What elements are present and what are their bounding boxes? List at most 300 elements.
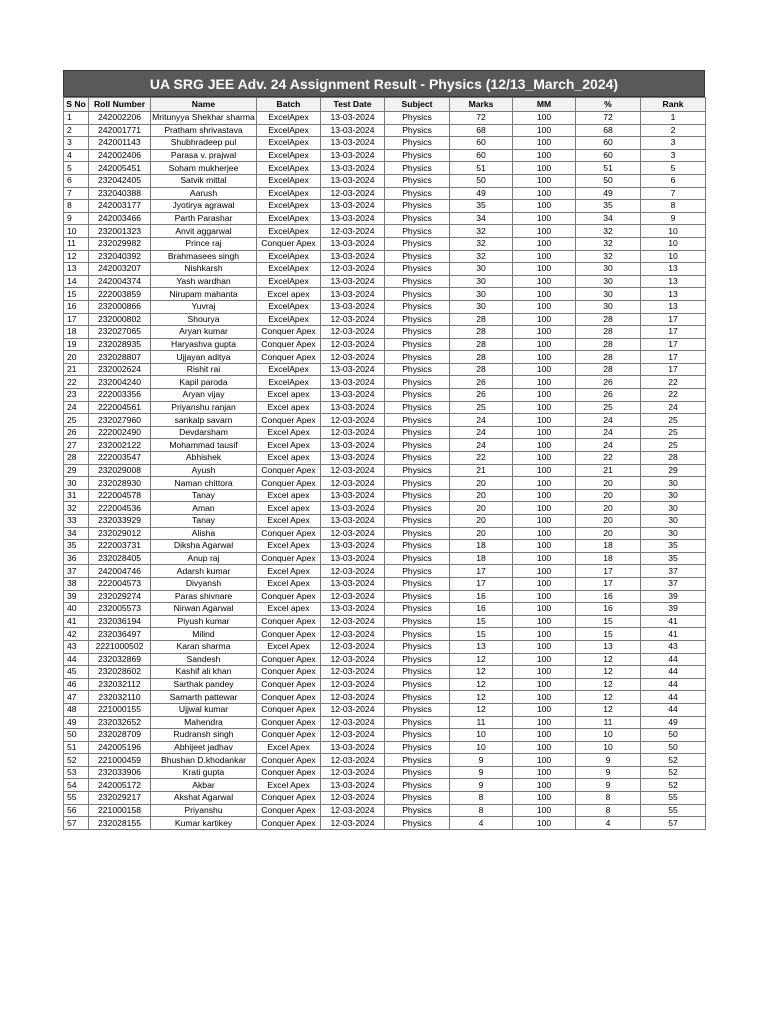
cell-subject: Physics [385,124,450,137]
cell-roll-number: 232028930 [89,477,151,490]
cell-batch: Conquer Apex [257,615,321,628]
cell-rank: 55 [641,792,706,805]
cell-subject: Physics [385,527,450,540]
cell-subject: Physics [385,263,450,276]
cell-percent: 20 [576,502,641,515]
cell-sno: 34 [64,527,89,540]
cell-roll-number: 242001771 [89,124,151,137]
cell-mm: 100 [513,615,576,628]
cell-test-date: 12-03-2024 [321,527,385,540]
cell-sno: 55 [64,792,89,805]
cell-percent: 28 [576,338,641,351]
cell-mm: 100 [513,263,576,276]
cell-subject: Physics [385,452,450,465]
cell-rank: 17 [641,351,706,364]
cell-mm: 100 [513,137,576,150]
cell-subject: Physics [385,628,450,641]
cell-test-date: 13-03-2024 [321,389,385,402]
cell-subject: Physics [385,615,450,628]
cell-batch: ExcelApex [257,174,321,187]
cell-percent: 9 [576,754,641,767]
cell-mm: 100 [513,187,576,200]
cell-roll-number: 222004536 [89,502,151,515]
cell-rank: 24 [641,401,706,414]
cell-test-date: 13-03-2024 [321,489,385,502]
table-row [64,477,706,490]
cell-test-date: 13-03-2024 [321,376,385,389]
cell-name: Yash wardhan [151,275,257,288]
cell-subject: Physics [385,426,450,439]
cell-mm: 100 [513,489,576,502]
cell-rank: 39 [641,590,706,603]
cell-rank: 25 [641,426,706,439]
cell-sno: 42 [64,628,89,641]
cell-sno: 40 [64,603,89,616]
cell-mm: 100 [513,766,576,779]
cell-marks: 34 [450,212,513,225]
cell-roll-number: 232033906 [89,766,151,779]
cell-percent: 28 [576,313,641,326]
cell-sno: 36 [64,552,89,565]
cell-roll-number: 242005172 [89,779,151,792]
cell-roll-number: 232000866 [89,300,151,313]
cell-sno: 21 [64,363,89,376]
cell-subject: Physics [385,640,450,653]
cell-subject: Physics [385,162,450,175]
cell-sno: 4 [64,149,89,162]
cell-test-date: 13-03-2024 [321,452,385,465]
cell-subject: Physics [385,326,450,339]
cell-name: Diksha Agarwal [151,540,257,553]
cell-sno: 33 [64,515,89,528]
cell-roll-number: 222004573 [89,577,151,590]
cell-batch: Conquer Apex [257,527,321,540]
cell-percent: 10 [576,729,641,742]
cell-roll-number: 232028709 [89,729,151,742]
cell-percent: 17 [576,577,641,590]
table-row [64,187,706,200]
table-row [64,628,706,641]
cell-roll-number: 232029982 [89,237,151,250]
cell-test-date: 12-03-2024 [321,187,385,200]
table-row [64,489,706,502]
col-header-rank: Rank [641,98,706,112]
cell-percent: 68 [576,124,641,137]
cell-sno: 38 [64,577,89,590]
cell-test-date: 12-03-2024 [321,615,385,628]
table-row [64,766,706,779]
cell-rank: 5 [641,162,706,175]
cell-name: Nishkarsh [151,263,257,276]
cell-subject: Physics [385,792,450,805]
cell-roll-number: 222003547 [89,452,151,465]
cell-roll-number: 232036194 [89,615,151,628]
cell-marks: 12 [450,653,513,666]
cell-rank: 25 [641,439,706,452]
cell-name: Ujjwal kumar [151,703,257,716]
cell-name: Priyanshu [151,804,257,817]
cell-batch: ExcelApex [257,112,321,125]
cell-marks: 51 [450,162,513,175]
cell-batch: Conquer Apex [257,338,321,351]
cell-marks: 25 [450,401,513,414]
table-row [64,615,706,628]
cell-test-date: 13-03-2024 [321,300,385,313]
cell-name: Jyotirya agrawal [151,200,257,213]
cell-sno: 23 [64,389,89,402]
cell-rank: 17 [641,363,706,376]
cell-marks: 32 [450,237,513,250]
cell-percent: 32 [576,225,641,238]
cell-batch: Excel Apex [257,640,321,653]
cell-rank: 52 [641,754,706,767]
cell-percent: 32 [576,237,641,250]
cell-roll-number: 232029012 [89,527,151,540]
cell-name: Abhijeet jadhav [151,741,257,754]
cell-roll-number: 232028405 [89,552,151,565]
cell-name: Prince raj [151,237,257,250]
cell-marks: 32 [450,225,513,238]
cell-subject: Physics [385,779,450,792]
cell-test-date: 12-03-2024 [321,678,385,691]
cell-sno: 53 [64,766,89,779]
cell-batch: Conquer Apex [257,716,321,729]
cell-test-date: 12-03-2024 [321,263,385,276]
cell-mm: 100 [513,477,576,490]
cell-sno: 3 [64,137,89,150]
cell-batch: Conquer Apex [257,678,321,691]
cell-roll-number: 232028935 [89,338,151,351]
cell-test-date: 12-03-2024 [321,653,385,666]
cell-rank: 7 [641,187,706,200]
cell-sno: 10 [64,225,89,238]
cell-subject: Physics [385,300,450,313]
cell-mm: 100 [513,389,576,402]
cell-name: Haryashva gupta [151,338,257,351]
cell-percent: 16 [576,590,641,603]
cell-marks: 12 [450,678,513,691]
cell-marks: 20 [450,477,513,490]
cell-subject: Physics [385,275,450,288]
cell-sno: 44 [64,653,89,666]
cell-rank: 17 [641,326,706,339]
cell-sno: 52 [64,754,89,767]
cell-mm: 100 [513,351,576,364]
cell-marks: 28 [450,363,513,376]
cell-percent: 8 [576,804,641,817]
cell-rank: 10 [641,225,706,238]
cell-batch: Conquer Apex [257,326,321,339]
cell-test-date: 13-03-2024 [321,401,385,414]
cell-mm: 100 [513,112,576,125]
cell-sno: 22 [64,376,89,389]
cell-percent: 8 [576,792,641,805]
cell-mm: 100 [513,313,576,326]
cell-test-date: 12-03-2024 [321,464,385,477]
cell-test-date: 13-03-2024 [321,212,385,225]
cell-mm: 100 [513,779,576,792]
table-row [64,376,706,389]
cell-rank: 17 [641,313,706,326]
cell-roll-number: 232001323 [89,225,151,238]
cell-percent: 17 [576,565,641,578]
table-row [64,112,706,125]
cell-percent: 22 [576,452,641,465]
cell-roll-number: 242005196 [89,741,151,754]
cell-rank: 44 [641,653,706,666]
cell-rank: 37 [641,565,706,578]
cell-subject: Physics [385,691,450,704]
cell-name: Soham mukherjee [151,162,257,175]
cell-mm: 100 [513,288,576,301]
cell-subject: Physics [385,464,450,477]
cell-percent: 21 [576,464,641,477]
cell-batch: Excel apex [257,489,321,502]
cell-marks: 28 [450,338,513,351]
cell-name: Mohammad tausif [151,439,257,452]
cell-mm: 100 [513,124,576,137]
cell-rank: 10 [641,237,706,250]
table-row [64,149,706,162]
cell-rank: 39 [641,603,706,616]
cell-batch: ExcelApex [257,225,321,238]
table-row [64,741,706,754]
cell-sno: 31 [64,489,89,502]
cell-sno: 37 [64,565,89,578]
cell-mm: 100 [513,212,576,225]
table-row [64,250,706,263]
cell-test-date: 12-03-2024 [321,351,385,364]
cell-batch: Conquer Apex [257,237,321,250]
cell-mm: 100 [513,439,576,452]
cell-marks: 60 [450,149,513,162]
cell-percent: 28 [576,351,641,364]
cell-mm: 100 [513,162,576,175]
cell-subject: Physics [385,590,450,603]
cell-rank: 55 [641,804,706,817]
cell-test-date: 12-03-2024 [321,729,385,742]
cell-percent: 12 [576,691,641,704]
cell-marks: 30 [450,275,513,288]
cell-mm: 100 [513,603,576,616]
cell-marks: 12 [450,691,513,704]
cell-rank: 44 [641,666,706,679]
cell-roll-number: 242003466 [89,212,151,225]
cell-batch: ExcelApex [257,376,321,389]
cell-mm: 100 [513,300,576,313]
cell-roll-number: 232028602 [89,666,151,679]
cell-test-date: 13-03-2024 [321,741,385,754]
table-row [64,300,706,313]
cell-batch: Excel Apex [257,577,321,590]
cell-test-date: 12-03-2024 [321,666,385,679]
cell-batch: ExcelApex [257,212,321,225]
table-row [64,162,706,175]
cell-percent: 24 [576,426,641,439]
col-header-batch: Batch [257,98,321,112]
cell-batch: Conquer Apex [257,754,321,767]
cell-subject: Physics [385,754,450,767]
cell-name: Parth Parashar [151,212,257,225]
cell-roll-number: 242001143 [89,137,151,150]
cell-rank: 57 [641,817,706,830]
cell-name: Tanay [151,489,257,502]
cell-roll-number: 232027065 [89,326,151,339]
table-row [64,590,706,603]
cell-rank: 50 [641,741,706,754]
table-row [64,502,706,515]
cell-marks: 8 [450,804,513,817]
table-row [64,263,706,276]
table-row [64,552,706,565]
cell-batch: Excel Apex [257,515,321,528]
cell-subject: Physics [385,288,450,301]
cell-rank: 37 [641,577,706,590]
cell-roll-number: 221000459 [89,754,151,767]
cell-name: Kapil paroda [151,376,257,389]
cell-rank: 41 [641,628,706,641]
cell-subject: Physics [385,766,450,779]
cell-name: Divyansh [151,577,257,590]
cell-name: Mahendra [151,716,257,729]
table-row [64,515,706,528]
cell-rank: 2 [641,124,706,137]
cell-mm: 100 [513,464,576,477]
table-row [64,426,706,439]
cell-sno: 54 [64,779,89,792]
cell-marks: 15 [450,615,513,628]
cell-percent: 12 [576,666,641,679]
table-row [64,225,706,238]
col-header-mm: MM [513,98,576,112]
cell-name: Aryan vijay [151,389,257,402]
cell-sno: 12 [64,250,89,263]
cell-name: Brahmasees singh [151,250,257,263]
cell-name: Aarush [151,187,257,200]
cell-test-date: 12-03-2024 [321,565,385,578]
table-row [64,288,706,301]
cell-roll-number: 242003177 [89,200,151,213]
cell-percent: 72 [576,112,641,125]
cell-batch: ExcelApex [257,162,321,175]
cell-marks: 20 [450,515,513,528]
cell-sno: 16 [64,300,89,313]
cell-test-date: 13-03-2024 [321,162,385,175]
cell-rank: 28 [641,452,706,465]
cell-name: Devdarsham [151,426,257,439]
cell-batch: Conquer Apex [257,766,321,779]
cell-batch: Excel apex [257,603,321,616]
cell-sno: 6 [64,174,89,187]
cell-roll-number: 242002206 [89,112,151,125]
cell-name: Rudransh singh [151,729,257,742]
table-row [64,351,706,364]
cell-roll-number: 242004374 [89,275,151,288]
cell-test-date: 13-03-2024 [321,174,385,187]
cell-marks: 15 [450,628,513,641]
cell-percent: 35 [576,200,641,213]
cell-marks: 24 [450,414,513,427]
cell-mm: 100 [513,275,576,288]
cell-mm: 100 [513,426,576,439]
cell-name: Mritunyya Shekhar sharma [152,112,255,123]
cell-batch: Conquer Apex [257,628,321,641]
cell-marks: 24 [450,426,513,439]
cell-batch: Conquer Apex [257,691,321,704]
cell-rank: 35 [641,540,706,553]
table-row [64,653,706,666]
cell-percent: 20 [576,489,641,502]
cell-rank: 49 [641,716,706,729]
cell-subject: Physics [385,540,450,553]
cell-rank: 44 [641,703,706,716]
cell-name: Rishit rai [151,363,257,376]
cell-name: Akbar [151,779,257,792]
cell-batch: ExcelApex [257,124,321,137]
cell-sno: 15 [64,288,89,301]
cell-roll-number: 222003859 [89,288,151,301]
cell-roll-number: 222002490 [89,426,151,439]
cell-name: Sandesh [151,653,257,666]
cell-name: Parasa v. prajwal [151,149,257,162]
cell-mm: 100 [513,237,576,250]
cell-roll-number: 232029274 [89,590,151,603]
cell-sno: 5 [64,162,89,175]
cell-subject: Physics [385,439,450,452]
col-header-name: Name [151,98,257,112]
cell-roll-number: 242003207 [89,263,151,276]
cell-mm: 100 [513,565,576,578]
cell-rank: 17 [641,338,706,351]
table-row [64,237,706,250]
cell-mm: 100 [513,716,576,729]
table-row [64,174,706,187]
cell-test-date: 12-03-2024 [321,338,385,351]
cell-percent: 32 [576,250,641,263]
cell-rank: 13 [641,300,706,313]
cell-marks: 68 [450,124,513,137]
cell-sno: 1 [64,112,89,125]
table-row [64,212,706,225]
cell-mm: 100 [513,703,576,716]
cell-subject: Physics [385,401,450,414]
table-row [64,401,706,414]
cell-rank: 1 [641,112,706,125]
cell-roll-number: 232036497 [89,628,151,641]
cell-name: Ayush [151,464,257,477]
table-row [64,817,706,830]
table-row [64,452,706,465]
cell-percent: 9 [576,779,641,792]
cell-mm: 100 [513,666,576,679]
cell-sno: 43 [64,640,89,653]
table-row [64,666,706,679]
cell-subject: Physics [385,502,450,515]
cell-test-date: 13-03-2024 [321,540,385,553]
cell-marks: 24 [450,439,513,452]
cell-marks: 30 [450,300,513,313]
cell-mm: 100 [513,540,576,553]
cell-sno: 17 [64,313,89,326]
cell-mm: 100 [513,401,576,414]
cell-test-date: 12-03-2024 [321,628,385,641]
cell-subject: Physics [385,187,450,200]
cell-mm: 100 [513,754,576,767]
cell-percent: 50 [576,174,641,187]
table-row [64,603,706,616]
cell-name: Naman chittora [151,477,257,490]
cell-percent: 20 [576,527,641,540]
